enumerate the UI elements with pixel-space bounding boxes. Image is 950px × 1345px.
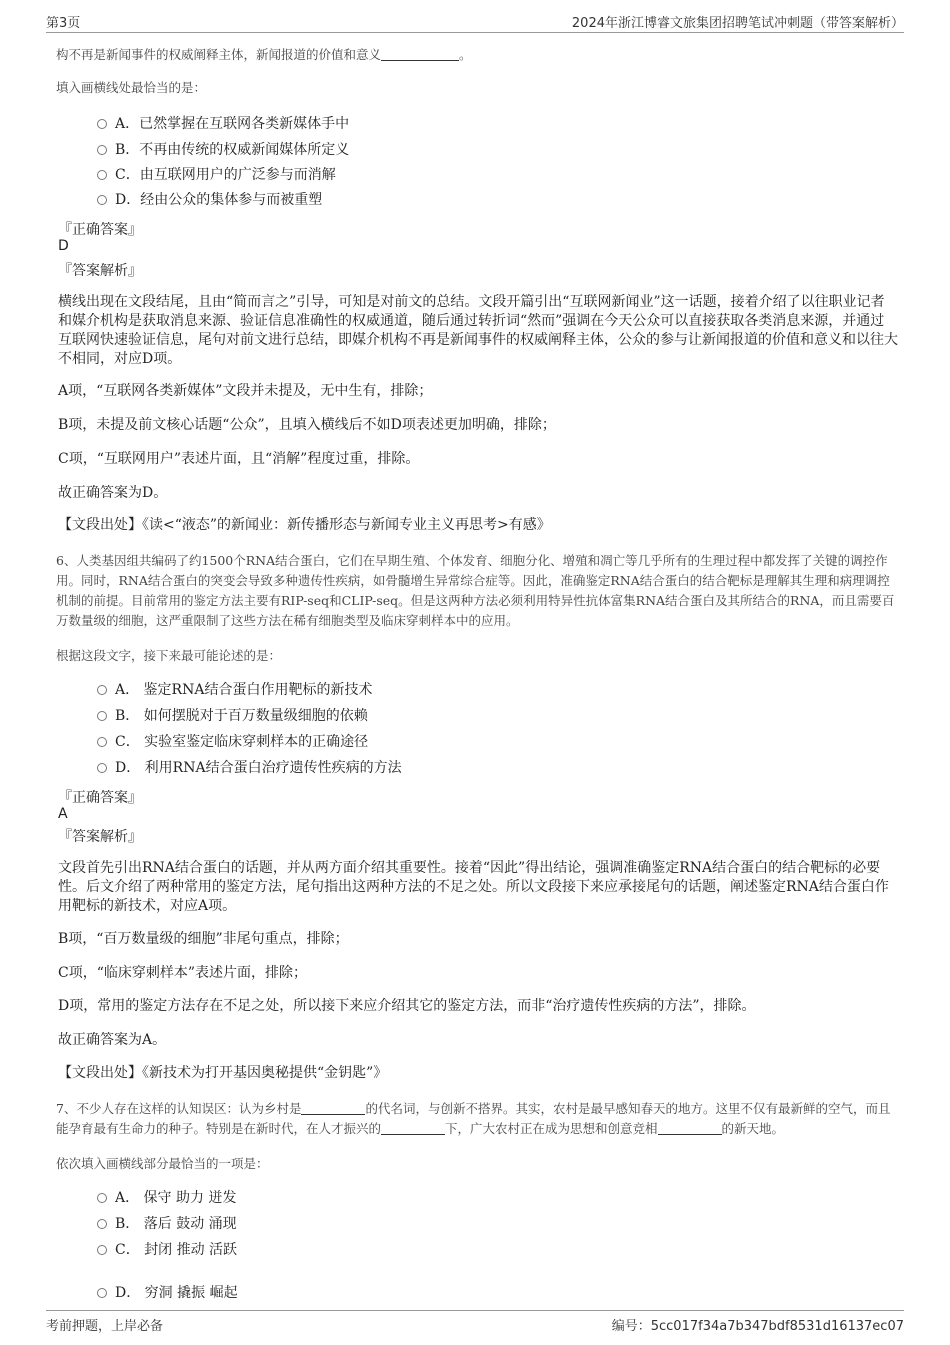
q5-option-c[interactable]: C．由互联网用户的广泛参与而消解 [97,165,336,185]
radio-icon[interactable] [97,170,107,180]
q7-option-c[interactable]: C． 封闭 推动 活跃 [97,1240,237,1260]
q7-stem: 7、不少人存在这样的认知误区：认为乡村是 的代名词，与创新不搭界。其实，农村是最早感知春天的地方。这里不仅有最新鲜的空气，而且能孕育最有生命力的种子。特别是在新时代，在人才振兴的 下，广大农村正在成为思想和创意竞相 的新天地。 [56,1101,891,1136]
radio-icon[interactable] [97,711,107,721]
page-header [46,12,904,33]
q5-analysis-b: B项，未提及前文核心话题“公众”，且填入横线后不如D项表述更加明确，排除； [58,417,556,433]
radio-icon[interactable] [97,1288,107,1298]
page-footer [46,1310,904,1333]
q5-option-b[interactable]: B．不再由传统的权威新闻媒体所定义 [97,140,349,160]
q6-source: 【文段出处】《新技术为打开基因奥秘提供“金钥匙”》 [58,1065,388,1081]
radio-icon[interactable] [97,737,107,747]
q6-option-d[interactable]: D． 利用RNA结合蛋白治疗遗传性疾病的方法 [97,758,402,778]
q5-option-d[interactable]: D．经由公众的集体参与而被重塑 [97,190,322,210]
q5-option-a[interactable]: A．已然掌握在互联网各类新媒体手中 [97,114,349,134]
radio-icon[interactable] [97,685,107,695]
q7-prompt: 依次填入画横线部分最恰当的一项是： [56,1156,269,1171]
q6-answer: A [58,806,68,822]
q5-prompt: 填入画横线处最恰当的是： [56,80,207,95]
q5-source: 【文段出处】《读<“液态”的新闻业：新传播形态与新闻专业主义再思考>有感》 [58,517,551,533]
radio-icon[interactable] [97,1219,107,1229]
radio-icon[interactable] [97,195,107,205]
q7-option-d[interactable]: D． 穷洞 撬振 崛起 [97,1283,238,1303]
footer-slogan: 考前押题，上岸必备 [46,1319,164,1334]
q6-option-c[interactable]: C． 实验室鉴定临床穿刺样本的正确途径 [97,732,368,752]
q6-analysis-c: C项，“临床穿刺样本”表述片面，排除； [58,965,308,981]
q5-answer-label: 『正确答案』 [58,222,142,238]
q5-analysis: 横线出现在文段结尾，且由“简而言之”引导，可知是对前文的总结。文段开篇引出“互联网新闻业”这一话题，接着介绍了以往职业记者和媒介机构是获取消息来源、验证信息准确性的权威通道，随后通过转折词“然而”强调在今天公众可以直接获取各类消息来源，并通过互联网快速验证信息，尾句对前文进行总结，即媒介机构不再是新闻事件的权威阐释主体，公众的参与让新闻报道的价值和意义和以往大不相同，对应D项。 [58,294,898,367]
q6-conclusion: 故正确答案为A。 [58,1032,167,1048]
q6-option-b[interactable]: B． 如何摆脱对于百万数量级细胞的依赖 [97,706,368,726]
document-title: 2024年浙江博睿文旅集团招聘笔试冲刺题（带答案解析） [571,16,904,31]
q5-answer: D [58,238,69,254]
q6-analysis-b: B项，“百万数量级的细胞”非尾句重点，排除； [58,931,349,947]
radio-icon[interactable] [97,145,107,155]
q5-analysis-a: A项，“互联网各类新媒体”文段并未提及，无中生有，排除； [58,383,433,399]
q6-analysis-d: D项，常用的鉴定方法存在不足之处，所以接下来应介绍其它的鉴定方法，而非“治疗遗传性疾病的方法”，排除。 [58,998,756,1014]
answer-blank [381,48,459,61]
q5-analysis-c: C项，“互联网用户”表述片面，且“消解”程度过重，排除。 [58,451,420,467]
radio-icon[interactable] [97,1193,107,1203]
q6-answer-label: 『正确答案』 [58,790,142,806]
q6-analysis-label: 『答案解析』 [58,829,142,845]
q6-analysis: 文段首先引出RNA结合蛋白的话题，并从两方面介绍其重要性。接着“因此”得出结论，强调准确鉴定RNA结合蛋白的结合靶标的必要性。后文介绍了两种常用的鉴定方法，尾句指出这两种方法的不足之处。所以文段接下来应承接尾句的话题，阐述鉴定RNA结合蛋白作用靶标的新技术，对应A项。 [58,860,889,914]
q5-stem-tail: 构不再是新闻事件的权威阐释主体，新闻报道的价值和意义 。 [56,47,472,62]
answer-blank [658,1122,722,1135]
q5-conclusion: 故正确答案为D。 [58,485,168,501]
q5-analysis-label: 『答案解析』 [58,263,142,279]
q7-option-b[interactable]: B． 落后 鼓动 涌现 [97,1214,237,1234]
radio-icon[interactable] [97,1245,107,1255]
radio-icon[interactable] [97,119,107,129]
q6-prompt: 根据这段文字，接下来最可能论述的是： [56,648,282,663]
answer-blank [301,1102,365,1115]
document-id: 编号：5cc017f34a7b347bdf8531d16137ec07 [611,1319,904,1334]
q7-option-a[interactable]: A． 保守 助力 迸发 [97,1188,236,1208]
q6-stem: 6、人类基因组共编码了约1500个RNA结合蛋白，它们在早期生殖、个体发育、细胞分化、增殖和凋亡等几乎所有的生理过程中都发挥了关键的调控作用。同时，RNA结合蛋白的突变会导致多种遗传性疾病，如骨髓增生异常综合症等。因此，准确鉴定RNA结合蛋白的结合靶标是理解其生理和病理调控机制的前提。目前常用的鉴定方法主要有RIP-seq和CLIP-seq。但是这两种方法必须利用特异性抗体富集RNA结合蛋白及其所结合的RNA，而且需要百万数量级的细胞，这严重限制了这些方法在稀有细胞类型及临床穿刺样本中的应用。 [56,553,895,628]
page-number: 第3页 [46,16,81,31]
radio-icon[interactable] [97,763,107,773]
answer-blank [381,1122,445,1135]
q6-option-a[interactable]: A． 鉴定RNA结合蛋白作用靶标的新技术 [97,680,372,700]
